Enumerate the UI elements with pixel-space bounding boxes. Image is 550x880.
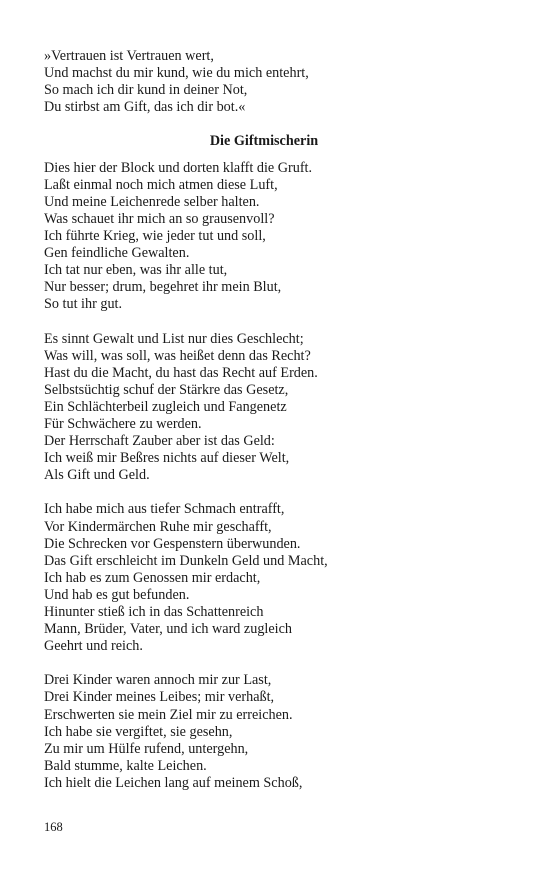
verse-line: Und machst du mir kund, wie du mich entehrt, xyxy=(44,65,309,82)
verse-line: Als Gift und Geld. xyxy=(44,467,150,484)
page-text xyxy=(44,48,484,809)
verse-line: Nur besser; drum, begehret ihr mein Blut, xyxy=(44,279,282,296)
verse-line: Erschwerten sie mein Ziel mir zu erreichen. xyxy=(44,706,293,723)
verse-line: Und hab es gut befunden. xyxy=(44,586,190,603)
verse-line: Geehrt und reich. xyxy=(44,638,143,655)
verse-line: Was schauet ihr mich an so grausenvoll? xyxy=(44,210,275,227)
verse-line: Was will, was soll, was heißet denn das Recht? xyxy=(44,347,311,364)
verse-line: Ich habe sie vergiftet, sie gesehn, xyxy=(44,723,233,740)
verse-line: Ich führte Krieg, wie jeder tut und soll, xyxy=(44,227,266,244)
verse-line: Ein Schlächterbeil zugleich und Fangenetz xyxy=(44,398,287,415)
verse-line: »Vertrauen ist Vertrauen wert, xyxy=(44,48,214,64)
verse-line: Ich hab es zum Genossen mir erdacht, xyxy=(44,569,261,586)
verse-line: Hast du die Macht, du hast das Recht auf Erden. xyxy=(44,364,318,381)
verse-line: Bald stumme, kalte Leichen. xyxy=(44,757,207,774)
verse-line: Für Schwächere zu werden. xyxy=(44,415,202,432)
verse-line: Es sinnt Gewalt und List nur dies Geschlecht; xyxy=(44,330,304,347)
verse-line: So mach ich dir kund in deiner Not, xyxy=(44,82,248,99)
page-number: 168 xyxy=(44,820,63,834)
verse-line: Ich hielt die Leichen lang auf meinem Schoß, xyxy=(44,774,303,791)
poem-title: Die Giftmischerin xyxy=(209,133,319,150)
opening-stanza xyxy=(44,48,484,116)
verse-line: Gen feindliche Gewalten. xyxy=(44,245,190,262)
verse-line: Drei Kinder meines Leibes; mir verhaßt, xyxy=(44,689,275,706)
verse-line: Ich weiß mir Beßres nichts auf dieser Welt, xyxy=(44,450,290,467)
verse-line: Zu mir um Hülfe rufend, untergehn, xyxy=(44,740,249,757)
verse-line: Der Herrschaft Zauber aber ist das Geld: xyxy=(44,433,275,450)
verse-line: Ich habe mich aus tiefer Schmach entrafft, xyxy=(44,501,285,518)
stanza-3 xyxy=(44,501,484,655)
stanza-1 xyxy=(44,160,484,314)
verse-line: Dies hier der Block und dorten klafft die Gruft. xyxy=(44,159,313,176)
verse-line: So tut ihr gut. xyxy=(44,296,123,313)
verse-line: Das Gift erschleicht im Dunkeln Geld und Macht, xyxy=(44,552,328,569)
stanza-4 xyxy=(44,672,484,792)
verse-line: Drei Kinder waren annoch mir zur Last, xyxy=(44,672,272,689)
verse-line: Mann, Brüder, Vater, und ich ward zugleich xyxy=(44,621,292,638)
verse-line: Selbstsüchtig schuf der Stärkre das Gesetz, xyxy=(44,381,289,398)
verse-line: Hinunter stieß ich in das Schattenreich xyxy=(44,604,264,620)
verse-line: Vor Kindermärchen Ruhe mir geschafft, xyxy=(44,518,272,535)
verse-line: Die Schrecken vor Gespenstern überwunden. xyxy=(44,535,301,552)
stanza-2 xyxy=(44,331,484,485)
verse-line: Laßt einmal noch mich atmen diese Luft, xyxy=(44,176,278,193)
verse-line: Ich tat nur eben, was ihr alle tut, xyxy=(44,262,228,279)
verse-line: Und meine Leichenrede selber halten. xyxy=(44,193,260,210)
verse-line: Du stirbst am Gift, das ich dir bot.« xyxy=(44,99,246,116)
